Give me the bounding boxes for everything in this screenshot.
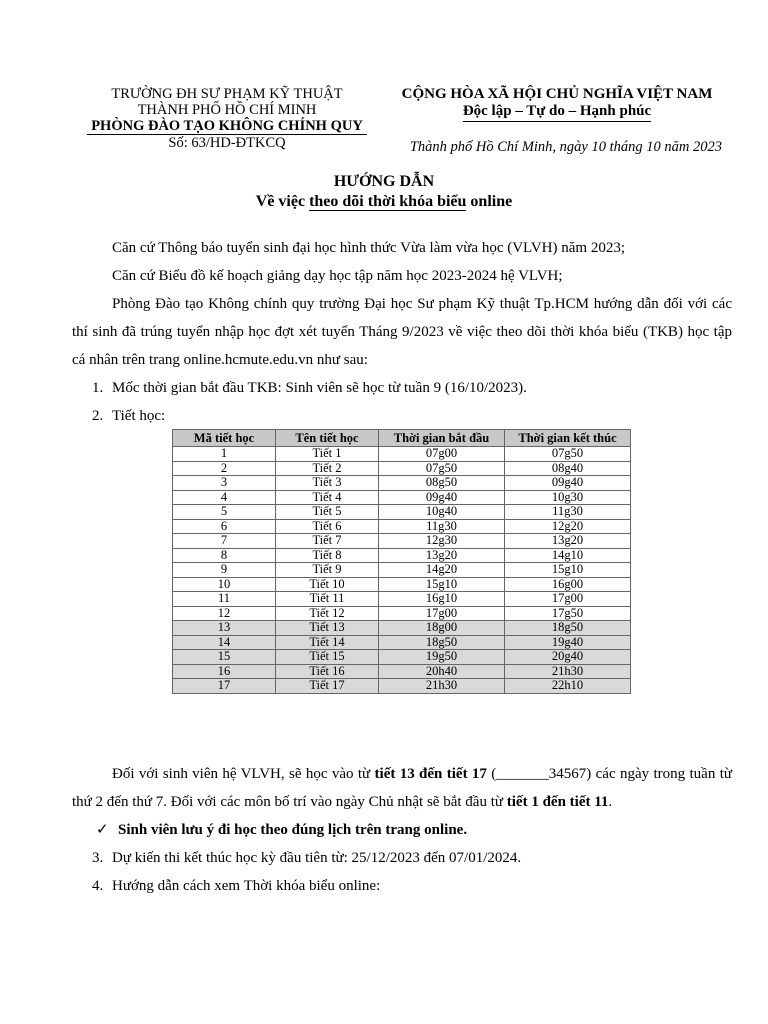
cell-period-name: Tiết 11 — [276, 592, 379, 607]
cell-period-name: Tiết 7 — [276, 534, 379, 549]
checkmark-icon: ✓ — [96, 822, 109, 838]
table-row — [173, 577, 631, 592]
nation-title: CỘNG HÒA XÃ HỘI CHỦ NGHĨA VIỆT NAM — [401, 86, 713, 102]
list-item-text: Mốc thời gian bắt đầu TKB: Sinh viên sẽ học từ tuần 9 (16/10/2023). — [112, 380, 527, 396]
cell-period-code: 11 — [173, 592, 276, 607]
list-item-number: 2. — [92, 408, 104, 424]
table-row — [173, 461, 631, 476]
after-table-section — [72, 760, 732, 900]
cell-end-time: 19g40 — [505, 635, 631, 650]
cell-end-time: 08g40 — [505, 461, 631, 476]
cell-period-name: Tiết 5 — [276, 505, 379, 520]
cell-period-name: Tiết 9 — [276, 563, 379, 578]
department-name-text: PHÒNG ĐÀO TẠO KHÔNG CHÍNH QUY — [87, 118, 367, 135]
table-row — [173, 664, 631, 679]
title-main: HƯỚNG DẪN — [333, 173, 435, 190]
cell-start-time: 15g10 — [379, 577, 505, 592]
cell-period-name: Tiết 1 — [276, 447, 379, 462]
issue-date: Thành phố Hồ Chí Minh, ngày 10 tháng 10 năm 2023 — [409, 139, 722, 155]
cell-start-time: 10g40 — [379, 505, 505, 520]
table-row — [173, 490, 631, 505]
check-note — [72, 816, 732, 844]
list-item-3 — [72, 844, 732, 872]
cell-period-name: Tiết 2 — [276, 461, 379, 476]
issuer-block — [72, 86, 382, 151]
cell-period-code: 17 — [173, 679, 276, 694]
cell-period-name: Tiết 10 — [276, 577, 379, 592]
cell-period-name: Tiết 3 — [276, 476, 379, 491]
column-header-start: Thời gian bắt đầu — [379, 430, 505, 447]
cell-period-code: 14 — [173, 635, 276, 650]
table-row — [173, 635, 631, 650]
list-item-number: 4. — [92, 878, 104, 894]
cell-end-time: 21h30 — [505, 664, 631, 679]
department-name — [72, 118, 382, 135]
cell-end-time: 16g00 — [505, 577, 631, 592]
cell-end-time: 15g10 — [505, 563, 631, 578]
list-item-4 — [72, 872, 732, 900]
cell-start-time: 07g50 — [379, 461, 505, 476]
cell-period-name: Tiết 15 — [276, 650, 379, 665]
cell-period-code: 2 — [173, 461, 276, 476]
list-item-1 — [72, 374, 732, 402]
column-header-end: Thời gian kết thúc — [505, 430, 631, 447]
cell-end-time: 09g40 — [505, 476, 631, 491]
cell-period-code: 16 — [173, 664, 276, 679]
note-bold-periods-sunday: tiết 1 đến tiết 11 — [506, 794, 609, 810]
table-row — [173, 548, 631, 563]
cell-end-time: 17g00 — [505, 592, 631, 607]
table-row — [173, 447, 631, 462]
cell-period-code: 5 — [173, 505, 276, 520]
cell-start-time: 17g00 — [379, 606, 505, 621]
list-item-number: 1. — [92, 380, 104, 396]
list-item-text: Tiết học: — [112, 408, 166, 424]
cell-start-time: 07g00 — [379, 447, 505, 462]
cell-end-time: 14g10 — [505, 548, 631, 563]
cell-period-name: Tiết 4 — [276, 490, 379, 505]
check-note-text: Sinh viên lưu ý đi học theo đúng lịch trên trang online. — [118, 822, 468, 838]
table-row — [173, 534, 631, 549]
school-name-line2: THÀNH PHỐ HỒ CHÍ MINH — [137, 102, 317, 118]
table-row — [173, 621, 631, 636]
cell-period-code: 10 — [173, 577, 276, 592]
list-item-number: 3. — [92, 850, 104, 866]
paragraph-basis-1: Căn cứ Thông báo tuyển sinh đại học hình thức Vừa làm vừa học (VLVH) năm 2023; — [112, 240, 625, 256]
cell-period-code: 15 — [173, 650, 276, 665]
cell-period-code: 7 — [173, 534, 276, 549]
cell-start-time: 21h30 — [379, 679, 505, 694]
cell-period-name: Tiết 12 — [276, 606, 379, 621]
cell-start-time: 14g20 — [379, 563, 505, 578]
table-header-row — [173, 430, 631, 447]
title-sub-prefix: Về việc — [255, 193, 310, 210]
note-text-3: . — [608, 794, 613, 810]
cell-period-name: Tiết 8 — [276, 548, 379, 563]
list-item-2 — [72, 402, 732, 430]
table-row — [173, 650, 631, 665]
cell-start-time: 11g30 — [379, 519, 505, 534]
column-header-code: Mã tiết học — [173, 430, 276, 447]
cell-end-time: 12g20 — [505, 519, 631, 534]
paragraph-basis-2: Căn cứ Biểu đồ kế hoạch giảng dạy học tập năm học 2023-2024 hệ VLVH; — [112, 268, 563, 284]
cell-start-time: 12g30 — [379, 534, 505, 549]
cell-period-code: 9 — [173, 563, 276, 578]
cell-period-code: 3 — [173, 476, 276, 491]
table-row — [173, 679, 631, 694]
national-motto: Độc lập – Tự do – Hạnh phúc — [463, 103, 651, 122]
cell-end-time: 13g20 — [505, 534, 631, 549]
cell-end-time: 11g30 — [505, 505, 631, 520]
cell-period-code: 12 — [173, 606, 276, 621]
cell-period-code: 4 — [173, 490, 276, 505]
cell-start-time: 18g00 — [379, 621, 505, 636]
cell-period-name: Tiết 17 — [276, 679, 379, 694]
table-body — [173, 447, 631, 694]
cell-start-time: 08g50 — [379, 476, 505, 491]
cell-end-time: 18g50 — [505, 621, 631, 636]
table-row — [173, 592, 631, 607]
cell-period-name: Tiết 16 — [276, 664, 379, 679]
title-sub-suffix: online — [466, 193, 513, 210]
table-row — [173, 563, 631, 578]
cell-period-code: 1 — [173, 447, 276, 462]
cell-end-time: 10g30 — [505, 490, 631, 505]
cell-end-time: 20g40 — [505, 650, 631, 665]
title-sub-underlined: theo dõi thời khóa biểu — [309, 193, 467, 210]
cell-period-name: Tiết 6 — [276, 519, 379, 534]
list-item-text: Dự kiến thi kết thúc học kỳ đầu tiên từ: 25/12/2023 đến 07/01/2024. — [112, 850, 522, 866]
cell-period-code: 13 — [173, 621, 276, 636]
cell-end-time: 22h10 — [505, 679, 631, 694]
document-number: Số: 63/HD-ĐTKCQ — [168, 135, 286, 151]
document-title — [0, 172, 768, 212]
table-row — [173, 606, 631, 621]
cell-end-time: 17g50 — [505, 606, 631, 621]
cell-start-time: 20h40 — [379, 664, 505, 679]
paragraph-schedule-note — [72, 760, 732, 816]
period-schedule-table — [172, 429, 631, 694]
table-row — [173, 519, 631, 534]
cell-end-time: 07g50 — [505, 447, 631, 462]
cell-start-time: 16g10 — [379, 592, 505, 607]
title-sub — [0, 192, 768, 212]
note-text-1: Đối với sinh viên hệ VLVH, sẽ học vào từ — [112, 766, 375, 782]
cell-start-time: 09g40 — [379, 490, 505, 505]
cell-period-name: Tiết 14 — [276, 635, 379, 650]
cell-start-time: 18g50 — [379, 635, 505, 650]
document-body — [72, 234, 732, 430]
paragraph-intro: Phòng Đào tạo Không chính quy trường Đại học Sư phạm Kỹ thuật Tp.HCM hướng dẫn đối với các thí sinh đã trúng tuyển nhập học đợt xét tuyển Tháng 9/2023 về việc theo dõi thời khóa biểu (TKB) học tập cá nhân trên trang online.hcmute.edu.vn như sau: — [72, 296, 732, 368]
cell-period-code: 8 — [173, 548, 276, 563]
cell-start-time: 19g50 — [379, 650, 505, 665]
table-row — [173, 476, 631, 491]
note-text-2: (_______34567) các ngày trong tuần từ thứ 2 đến thứ 7. Đối với các môn bố trí vào ngày Chủ nhật sẽ bắt đầu từ — [72, 766, 732, 810]
note-bold-periods-evening: tiết 13 đến tiết 17 — [374, 766, 487, 782]
national-header — [386, 86, 728, 122]
column-header-name: Tên tiết học — [276, 430, 379, 447]
list-item-text: Hướng dẫn cách xem Thời khóa biểu online: — [112, 878, 381, 894]
cell-period-name: Tiết 13 — [276, 621, 379, 636]
school-name-line1: TRƯỜNG ĐH SƯ PHẠM KỸ THUẬT — [111, 86, 343, 102]
cell-period-code: 6 — [173, 519, 276, 534]
cell-start-time: 13g20 — [379, 548, 505, 563]
table-row — [173, 505, 631, 520]
